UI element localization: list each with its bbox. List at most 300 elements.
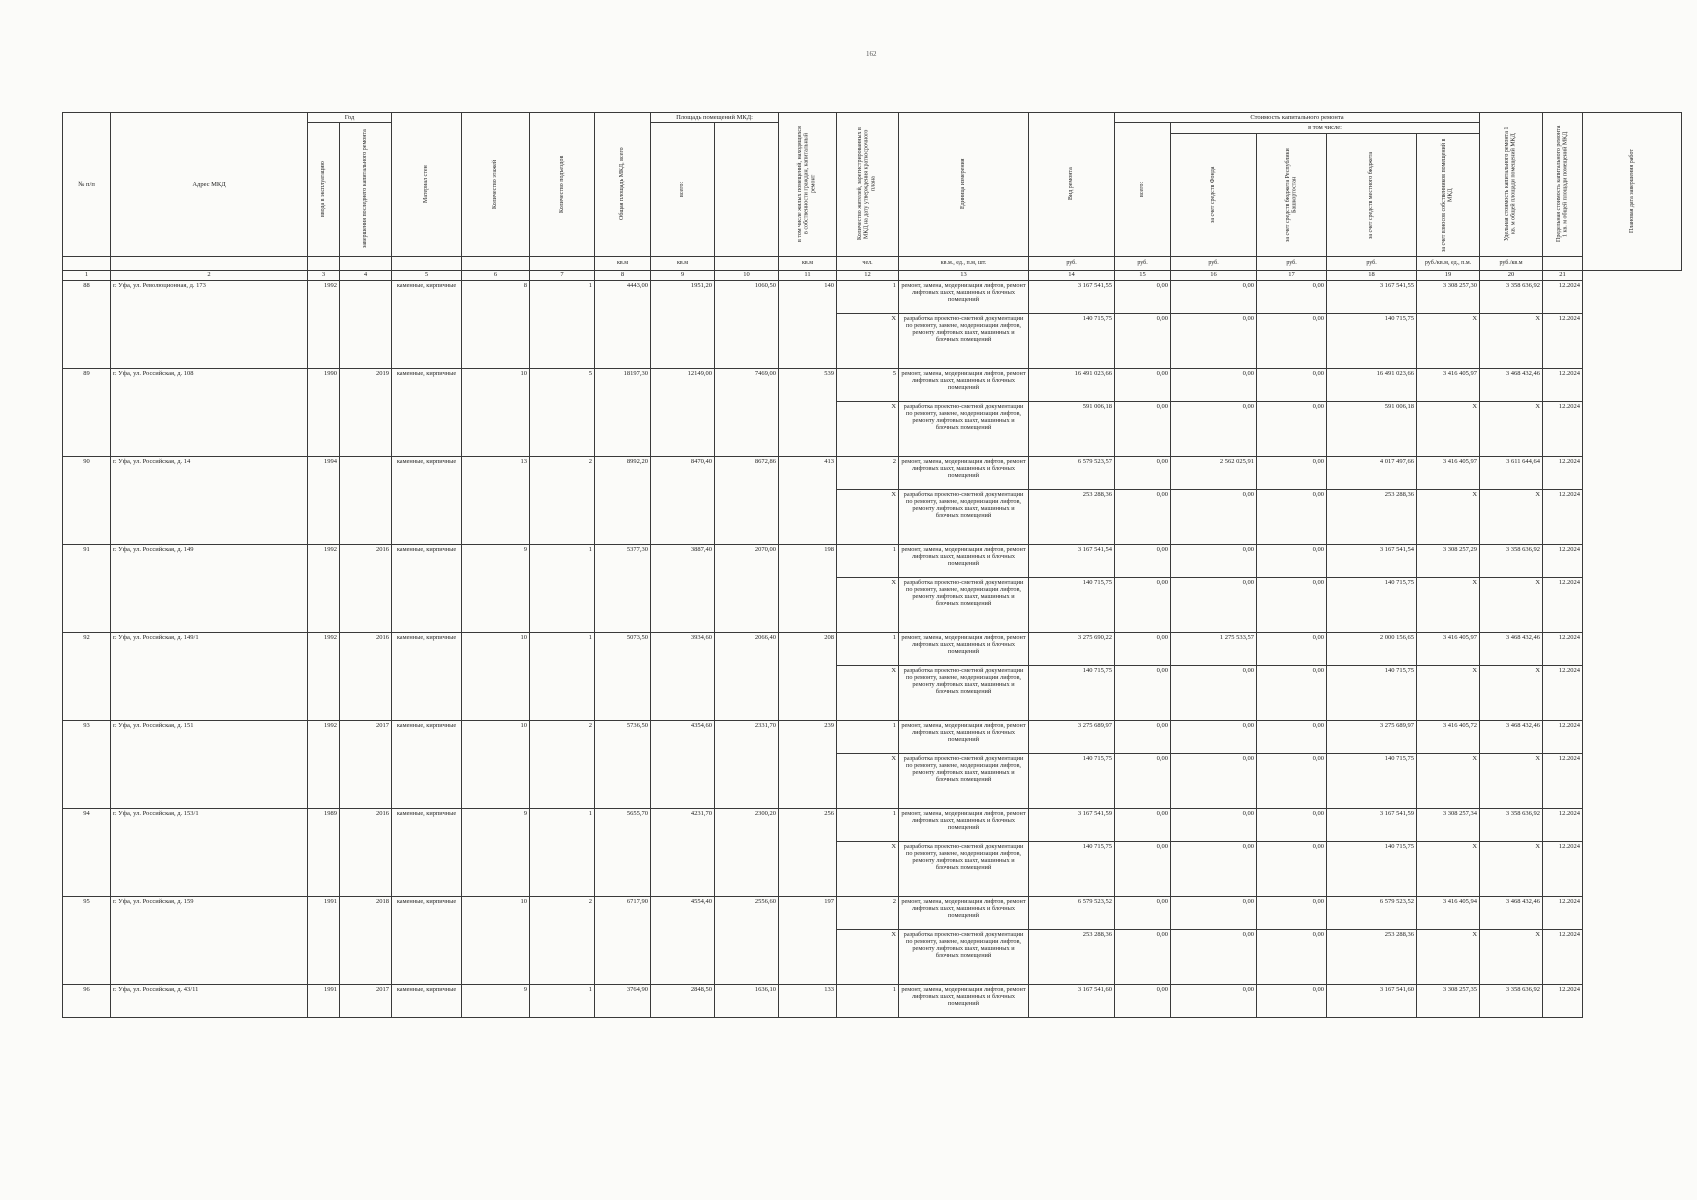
row-number: 96 <box>63 984 111 1017</box>
column-number: 13 <box>899 270 1029 280</box>
table-row <box>63 984 1682 1017</box>
cost-local: 0,00 <box>1257 280 1327 313</box>
row-year-commission: 1990 <box>308 368 340 456</box>
cost-fund: 0,00 <box>1115 841 1171 896</box>
row-area-all: 3934,60 <box>651 632 715 720</box>
work-type: ремонт, замена, модернизация лифтов, ремонт лифтовых шахт, машинных и блочных помещений <box>899 368 1029 401</box>
row-total-area: 18197,30 <box>595 368 651 456</box>
row-area-residential: 7469,00 <box>715 368 779 456</box>
cost-local: 0,00 <box>1257 577 1327 632</box>
work-quantity: Х <box>837 665 899 720</box>
cost-region: 0,00 <box>1171 489 1257 544</box>
row-address: г. Уфа, ул. Российская, д. 43/11 <box>111 984 308 1017</box>
row-total-area: 3764,90 <box>595 984 651 1017</box>
column-number: 1 <box>63 270 111 280</box>
unit-cost: 3 416 405,97 <box>1417 632 1480 665</box>
planned-date: 12.2024 <box>1543 544 1583 577</box>
table-header <box>63 113 1682 281</box>
cost-region: 0,00 <box>1171 896 1257 929</box>
planned-date: 12.2024 <box>1543 753 1583 808</box>
column-number: 11 <box>779 270 837 280</box>
cost-local: 0,00 <box>1257 720 1327 753</box>
cost-local: 0,00 <box>1257 808 1327 841</box>
cost-fund: 0,00 <box>1115 896 1171 929</box>
cost-fund: 0,00 <box>1115 808 1171 841</box>
cost-owners: 2 000 156,65 <box>1327 632 1417 665</box>
row-wall-material: каменные, кирпичные <box>392 544 462 632</box>
cost-owners: 140 715,75 <box>1327 665 1417 720</box>
cost-fund: 0,00 <box>1115 577 1171 632</box>
row-residents: 133 <box>779 984 837 1017</box>
cost-local: 0,00 <box>1257 896 1327 929</box>
row-wall-material: каменные, кирпичные <box>392 456 462 544</box>
planned-date: 12.2024 <box>1543 808 1583 841</box>
row-year-last-repair <box>340 456 392 544</box>
header-year-last-repair: завершения последнего капитального ремонта <box>340 123 392 256</box>
cost-total: 3 167 541,59 <box>1029 808 1115 841</box>
cost-fund: 0,00 <box>1115 544 1171 577</box>
cost-local: 0,00 <box>1257 929 1327 984</box>
header-year-commission: ввода в эксплуатацию <box>308 123 340 256</box>
work-quantity: 1 <box>837 544 899 577</box>
work-type: ремонт, замена, модернизация лифтов, ремонт лифтовых шахт, машинных и блочных помещений <box>899 808 1029 841</box>
cost-local: 0,00 <box>1257 401 1327 456</box>
row-year-last-repair <box>340 280 392 368</box>
planned-date: 12.2024 <box>1543 632 1583 665</box>
row-area-residential: 2070,00 <box>715 544 779 632</box>
cost-region: 0,00 <box>1171 720 1257 753</box>
row-total-area: 5073,50 <box>595 632 651 720</box>
header-num: № п/п <box>63 113 111 257</box>
work-quantity: 1 <box>837 984 899 1017</box>
column-number: 4 <box>340 270 392 280</box>
row-total-area: 5655,70 <box>595 808 651 896</box>
header-work-type: Вид ремонта <box>1029 113 1115 257</box>
row-total-area: 8992,20 <box>595 456 651 544</box>
unit-residents: чел. <box>837 256 899 270</box>
row-residents: 197 <box>779 896 837 984</box>
cost-owners: 6 579 523,52 <box>1327 896 1417 929</box>
row-year-last-repair: 2016 <box>340 544 392 632</box>
work-type: ремонт, замена, модернизация лифтов, ремонт лифтовых шахт, машинных и блочных помещений <box>899 456 1029 489</box>
work-type: ремонт, замена, модернизация лифтов, ремонт лифтовых шахт, машинных и блочных помещений <box>899 280 1029 313</box>
unit-cost: Х <box>1417 665 1480 720</box>
cost-owners: 253 288,36 <box>1327 489 1417 544</box>
unit-unit-cost: руб./кв.м, ед., п.м. <box>1417 256 1480 270</box>
row-area-residential: 2331,70 <box>715 720 779 808</box>
column-number: 18 <box>1327 270 1417 280</box>
planned-date: 12.2024 <box>1543 401 1583 456</box>
unit-cell <box>308 256 340 270</box>
row-year-commission: 1989 <box>308 808 340 896</box>
unit-cost-fund: руб. <box>1115 256 1171 270</box>
planned-date: 12.2024 <box>1543 720 1583 753</box>
row-floors: 8 <box>462 280 530 368</box>
cost-region: 1 275 533,57 <box>1171 632 1257 665</box>
unit-cell <box>530 256 595 270</box>
work-quantity: 1 <box>837 280 899 313</box>
header-area-spacer <box>715 123 779 256</box>
planned-date: 12.2024 <box>1543 368 1583 401</box>
max-cost: Х <box>1480 489 1543 544</box>
row-area-residential: 2300,20 <box>715 808 779 896</box>
column-number: 14 <box>1029 270 1115 280</box>
max-cost: 3 358 636,92 <box>1480 544 1543 577</box>
max-cost: Х <box>1480 929 1543 984</box>
column-number: 2 <box>111 270 308 280</box>
work-quantity: Х <box>837 401 899 456</box>
header-total-area: Общая площадь МКД, всего <box>595 113 651 257</box>
cost-region: 0,00 <box>1171 753 1257 808</box>
work-type: ремонт, замена, модернизация лифтов, ремонт лифтовых шахт, машинных и блочных помещений <box>899 544 1029 577</box>
row-area-all: 1951,20 <box>651 280 715 368</box>
cost-owners: 16 491 023,66 <box>1327 368 1417 401</box>
column-number: 8 <box>595 270 651 280</box>
cost-total: 253 288,36 <box>1029 489 1115 544</box>
row-number: 89 <box>63 368 111 456</box>
row-residents: 140 <box>779 280 837 368</box>
row-total-area: 5736,50 <box>595 720 651 808</box>
unit-cost: 3 416 405,72 <box>1417 720 1480 753</box>
max-cost: 3 358 636,92 <box>1480 280 1543 313</box>
header-address: Адрес МКД <box>111 113 308 257</box>
row-area-residential: 8672,86 <box>715 456 779 544</box>
row-number: 95 <box>63 896 111 984</box>
max-cost: Х <box>1480 841 1543 896</box>
row-wall-material: каменные, кирпичные <box>392 808 462 896</box>
cost-fund: 0,00 <box>1115 753 1171 808</box>
cost-local: 0,00 <box>1257 368 1327 401</box>
row-area-all: 8470,40 <box>651 456 715 544</box>
planned-date: 12.2024 <box>1543 929 1583 984</box>
max-cost: 3 358 636,92 <box>1480 984 1543 1017</box>
row-address: г. Уфа, ул. Российская, д. 108 <box>111 368 308 456</box>
page-number: 162 <box>866 50 877 58</box>
cost-total: 253 288,36 <box>1029 929 1115 984</box>
planned-date: 12.2024 <box>1543 896 1583 929</box>
unit-cell <box>715 256 779 270</box>
row-total-area: 4443,00 <box>595 280 651 368</box>
unit-cell <box>340 256 392 270</box>
header-cost-fund: за счет средств Фонда <box>1171 133 1257 256</box>
row-number: 88 <box>63 280 111 368</box>
row-year-last-repair: 2018 <box>340 896 392 984</box>
cost-local: 0,00 <box>1257 544 1327 577</box>
column-number: 15 <box>1115 270 1171 280</box>
row-area-residential: 1060,50 <box>715 280 779 368</box>
unit-cost-owners: руб. <box>1327 256 1417 270</box>
table-row <box>63 280 1682 313</box>
work-quantity: 1 <box>837 632 899 665</box>
header-area-residential: в том числе жилых помещений, находящихся в собственности граждан, капитальный ремонт <box>779 113 837 257</box>
unit-area-all: кв.м <box>651 256 715 270</box>
planned-date: 12.2024 <box>1543 984 1583 1017</box>
row-number: 90 <box>63 456 111 544</box>
max-cost: 3 611 644,64 <box>1480 456 1543 489</box>
row-year-commission: 1992 <box>308 544 340 632</box>
row-address: г. Уфа, ул. Российская, д. 159 <box>111 896 308 984</box>
unit-cost: Х <box>1417 841 1480 896</box>
cost-total: 140 715,75 <box>1029 313 1115 368</box>
unit-cost: Х <box>1417 401 1480 456</box>
row-year-commission: 1991 <box>308 984 340 1017</box>
cost-total: 140 715,75 <box>1029 841 1115 896</box>
max-cost: Х <box>1480 401 1543 456</box>
header-cost-local: за счет средств местного бюджета <box>1327 133 1417 256</box>
table-row <box>63 456 1682 489</box>
header-residents: Количество жителей, зарегистрированных в МКД на дату утверждения краткосрочного плана <box>837 113 899 257</box>
row-floors: 13 <box>462 456 530 544</box>
unit-cell <box>462 256 530 270</box>
row-entrances: 1 <box>530 808 595 896</box>
row-wall-material: каменные, кирпичные <box>392 632 462 720</box>
header-max-cost: Предельная стоимость капитального ремонта 1 кв. м общей площади помещений МКД <box>1543 113 1583 257</box>
cost-total: 3 167 541,55 <box>1029 280 1115 313</box>
unit-cost: 3 308 257,35 <box>1417 984 1480 1017</box>
column-number: 17 <box>1257 270 1327 280</box>
work-quantity: 2 <box>837 896 899 929</box>
cost-owners: 3 167 541,60 <box>1327 984 1417 1017</box>
row-entrances: 1 <box>530 544 595 632</box>
row-area-all: 4554,40 <box>651 896 715 984</box>
row-residents: 208 <box>779 632 837 720</box>
unit-cost: 3 308 257,34 <box>1417 808 1480 841</box>
unit-cost: 3 416 405,97 <box>1417 368 1480 401</box>
work-type: ремонт, замена, модернизация лифтов, ремонт лифтовых шахт, машинных и блочных помещений <box>899 896 1029 929</box>
cost-total: 140 715,75 <box>1029 665 1115 720</box>
work-quantity: Х <box>837 929 899 984</box>
row-address: г. Уфа, ул. Российская, д. 14 <box>111 456 308 544</box>
work-type: ремонт, замена, модернизация лифтов, ремонт лифтовых шахт, машинных и блочных помещений <box>899 984 1029 1017</box>
max-cost: 3 468 432,46 <box>1480 368 1543 401</box>
row-area-all: 2848,50 <box>651 984 715 1017</box>
row-address: г. Уфа, ул. Российская, д. 153/1 <box>111 808 308 896</box>
cost-fund: 0,00 <box>1115 456 1171 489</box>
header-floors: Количество этажей <box>462 113 530 257</box>
header-cost-incl: в том числе: <box>1171 123 1480 133</box>
column-number-row <box>63 270 1682 280</box>
unit-cost-total: руб. <box>1029 256 1115 270</box>
work-type: разработка проектно-сметной документации по ремонту, замене, модернизации лифтов, ремонту лифтовых шахт, машинных и блочных помещений <box>899 489 1029 544</box>
column-number: 9 <box>651 270 715 280</box>
row-year-last-repair: 2016 <box>340 808 392 896</box>
row-area-residential: 2556,60 <box>715 896 779 984</box>
work-quantity: Х <box>837 577 899 632</box>
max-cost: Х <box>1480 665 1543 720</box>
max-cost: 3 358 636,92 <box>1480 808 1543 841</box>
cost-region: 0,00 <box>1171 401 1257 456</box>
row-year-last-repair: 2016 <box>340 632 392 720</box>
unit-cost: Х <box>1417 929 1480 984</box>
row-address: г. Уфа, ул. Революционная, д. 173 <box>111 280 308 368</box>
cost-owners: 591 006,18 <box>1327 401 1417 456</box>
cost-fund: 0,00 <box>1115 984 1171 1017</box>
cost-region: 0,00 <box>1171 544 1257 577</box>
unit-cell <box>111 256 308 270</box>
work-quantity: 2 <box>837 456 899 489</box>
row-residents: 256 <box>779 808 837 896</box>
cost-fund: 0,00 <box>1115 280 1171 313</box>
row-residents: 413 <box>779 456 837 544</box>
cost-fund: 0,00 <box>1115 929 1171 984</box>
header-unit-cost: Удельная стоимость капитального ремонта 1 кв. м общей площади помещений МКД <box>1480 113 1543 257</box>
header-planned-date: Плановая дата завершения работ <box>1583 113 1682 271</box>
row-entrances: 5 <box>530 368 595 456</box>
cost-total: 3 275 690,22 <box>1029 632 1115 665</box>
row-floors: 10 <box>462 896 530 984</box>
work-quantity: Х <box>837 841 899 896</box>
cost-total: 6 579 523,57 <box>1029 456 1115 489</box>
row-area-all: 4354,60 <box>651 720 715 808</box>
max-cost: Х <box>1480 577 1543 632</box>
cost-region: 0,00 <box>1171 929 1257 984</box>
row-wall-material: каменные, кирпичные <box>392 720 462 808</box>
row-wall-material: каменные, кирпичные <box>392 280 462 368</box>
cost-fund: 0,00 <box>1115 720 1171 753</box>
planned-date: 12.2024 <box>1543 456 1583 489</box>
row-floors: 10 <box>462 632 530 720</box>
work-type: разработка проектно-сметной документации по ремонту, замене, модернизации лифтов, ремонту лифтовых шахт, машинных и блочных помещений <box>899 313 1029 368</box>
unit-cost: Х <box>1417 753 1480 808</box>
unit-cost: 3 416 405,94 <box>1417 896 1480 929</box>
work-type: разработка проектно-сметной документации по ремонту, замене, модернизации лифтов, ремонту лифтовых шахт, машинных и блочных помещений <box>899 929 1029 984</box>
cost-total: 140 715,75 <box>1029 753 1115 808</box>
unit-measure-unit: кв.м., ед., п.м, шт. <box>899 256 1029 270</box>
row-area-residential: 2066,40 <box>715 632 779 720</box>
work-quantity: Х <box>837 313 899 368</box>
row-wall-material: каменные, кирпичные <box>392 984 462 1017</box>
column-number: 21 <box>1543 270 1583 280</box>
unit-cost-region: руб. <box>1171 256 1257 270</box>
capital-repair-table <box>62 112 1682 1018</box>
column-number: 3 <box>308 270 340 280</box>
cost-local: 0,00 <box>1257 632 1327 665</box>
cost-region: 0,00 <box>1171 313 1257 368</box>
cost-total: 3 275 689,97 <box>1029 720 1115 753</box>
planned-date: 12.2024 <box>1543 313 1583 368</box>
unit-cost: Х <box>1417 577 1480 632</box>
table-row <box>63 896 1682 929</box>
cost-owners: 4 017 497,66 <box>1327 456 1417 489</box>
header-cost-owners: за счет взносов собственников помещений в МКД <box>1417 133 1480 256</box>
row-entrances: 2 <box>530 456 595 544</box>
planned-date: 12.2024 <box>1543 665 1583 720</box>
unit-max-cost: руб./кв.м <box>1480 256 1543 270</box>
cost-region: 0,00 <box>1171 280 1257 313</box>
column-number: 20 <box>1480 270 1543 280</box>
row-year-commission: 1992 <box>308 632 340 720</box>
row-residents: 239 <box>779 720 837 808</box>
row-address: г. Уфа, ул. Российская, д. 149/1 <box>111 632 308 720</box>
row-area-all: 3887,40 <box>651 544 715 632</box>
cost-region: 0,00 <box>1171 577 1257 632</box>
cost-total: 591 006,18 <box>1029 401 1115 456</box>
planned-date: 12.2024 <box>1543 489 1583 544</box>
cost-region: 0,00 <box>1171 984 1257 1017</box>
row-entrances: 2 <box>530 720 595 808</box>
row-area-residential: 1636,10 <box>715 984 779 1017</box>
cost-fund: 0,00 <box>1115 665 1171 720</box>
cost-owners: 140 715,75 <box>1327 313 1417 368</box>
cost-total: 3 167 541,60 <box>1029 984 1115 1017</box>
header-cost-group: Стоимость капитального ремонта <box>1115 113 1480 123</box>
max-cost: Х <box>1480 313 1543 368</box>
unit-cost: 3 416 405,97 <box>1417 456 1480 489</box>
table-row <box>63 632 1682 665</box>
unit-cell <box>63 256 111 270</box>
cost-region: 0,00 <box>1171 841 1257 896</box>
max-cost: 3 468 432,46 <box>1480 720 1543 753</box>
work-quantity: Х <box>837 753 899 808</box>
cost-total: 3 167 541,54 <box>1029 544 1115 577</box>
header-area-group: Площадь помещений МКД: <box>651 113 779 123</box>
row-area-all: 12149,00 <box>651 368 715 456</box>
cost-total: 140 715,75 <box>1029 577 1115 632</box>
unit-total-area: кв.м <box>595 256 651 270</box>
row-entrances: 1 <box>530 280 595 368</box>
cost-total: 6 579 523,52 <box>1029 896 1115 929</box>
header-wall-material: Материал стен <box>392 113 462 257</box>
header-area-all: всего: <box>651 123 715 256</box>
cost-region: 0,00 <box>1171 808 1257 841</box>
planned-date: 12.2024 <box>1543 841 1583 896</box>
row-entrances: 2 <box>530 896 595 984</box>
row-floors: 10 <box>462 720 530 808</box>
cost-local: 0,00 <box>1257 489 1327 544</box>
cost-fund: 0,00 <box>1115 632 1171 665</box>
cost-owners: 3 167 541,59 <box>1327 808 1417 841</box>
cost-owners: 3 167 541,55 <box>1327 280 1417 313</box>
cost-local: 0,00 <box>1257 753 1327 808</box>
column-number: 19 <box>1417 270 1480 280</box>
planned-date: 12.2024 <box>1543 280 1583 313</box>
max-cost: Х <box>1480 753 1543 808</box>
cost-local: 0,00 <box>1257 984 1327 1017</box>
unit-cost: Х <box>1417 489 1480 544</box>
column-number: 5 <box>392 270 462 280</box>
column-number: 12 <box>837 270 899 280</box>
unit-cost: 3 308 257,30 <box>1417 280 1480 313</box>
work-type: ремонт, замена, модернизация лифтов, ремонт лифтовых шахт, машинных и блочных помещений <box>899 632 1029 665</box>
row-total-area: 5377,30 <box>595 544 651 632</box>
cost-owners: 253 288,36 <box>1327 929 1417 984</box>
row-wall-material: каменные, кирпичные <box>392 896 462 984</box>
max-cost: 3 468 432,46 <box>1480 632 1543 665</box>
planned-date: 12.2024 <box>1543 577 1583 632</box>
work-quantity: 1 <box>837 720 899 753</box>
max-cost: 3 468 432,46 <box>1480 896 1543 929</box>
row-year-last-repair: 2017 <box>340 720 392 808</box>
column-number: 6 <box>462 270 530 280</box>
cost-local: 0,00 <box>1257 313 1327 368</box>
work-quantity: 1 <box>837 808 899 841</box>
column-number: 16 <box>1171 270 1257 280</box>
cost-fund: 0,00 <box>1115 401 1171 456</box>
row-number: 92 <box>63 632 111 720</box>
table-row <box>63 720 1682 753</box>
row-floors: 10 <box>462 368 530 456</box>
row-address: г. Уфа, ул. Российская, д. 149 <box>111 544 308 632</box>
row-floors: 9 <box>462 544 530 632</box>
cost-owners: 3 167 541,54 <box>1327 544 1417 577</box>
cost-owners: 140 715,75 <box>1327 753 1417 808</box>
row-year-commission: 1994 <box>308 456 340 544</box>
row-number: 94 <box>63 808 111 896</box>
cost-total: 16 491 023,66 <box>1029 368 1115 401</box>
cost-owners: 140 715,75 <box>1327 577 1417 632</box>
column-number: 10 <box>715 270 779 280</box>
header-entrances: Количество подъездов <box>530 113 595 257</box>
